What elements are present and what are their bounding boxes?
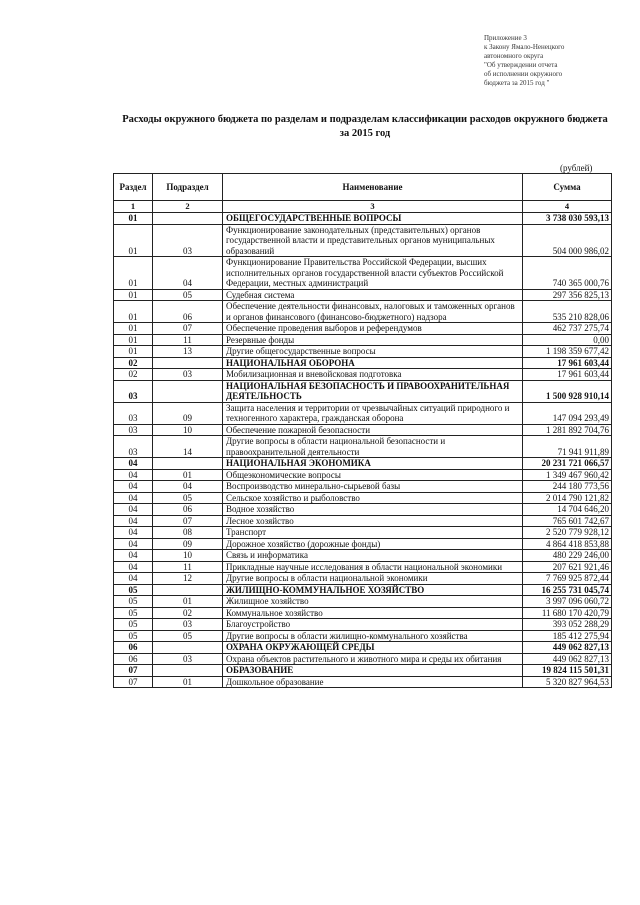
table-row <box>114 481 612 493</box>
table-row <box>114 301 612 323</box>
subsection-code-cell: 10 <box>153 424 223 436</box>
subsection-code-cell: 05 <box>153 289 223 301</box>
section-code-cell: 04 <box>114 458 153 470</box>
amount-cell: 2 520 779 928,12 <box>523 527 612 539</box>
section-code-cell: 01 <box>114 346 153 358</box>
table-row <box>114 436 612 458</box>
section-code-cell: 05 <box>114 630 153 642</box>
amount-cell: 185 412 275,94 <box>523 630 612 642</box>
subsection-code-cell: 04 <box>153 257 223 290</box>
section-code-cell: 04 <box>114 481 153 493</box>
amount-cell: 71 941 911,89 <box>523 436 612 458</box>
table-row <box>114 424 612 436</box>
section-code-cell: 05 <box>114 596 153 608</box>
section-code-cell: 04 <box>114 515 153 527</box>
subsection-code-cell: 11 <box>153 334 223 346</box>
name-cell: Транспорт <box>223 527 523 539</box>
header-number: 4 <box>523 201 612 213</box>
subsection-code-cell: 06 <box>153 301 223 323</box>
section-code-cell: 04 <box>114 504 153 516</box>
section-code-cell: 03 <box>114 380 153 402</box>
table-row <box>114 224 612 257</box>
name-cell: НАЦИОНАЛЬНАЯ ОБОРОНА <box>223 357 523 369</box>
table-row <box>114 334 612 346</box>
amount-cell: 740 365 000,76 <box>523 257 612 290</box>
subsection-code-cell: 03 <box>153 369 223 381</box>
subsection-code-cell: 10 <box>153 550 223 562</box>
table-row <box>114 289 612 301</box>
appendix-line: Приложение 3 <box>484 34 527 42</box>
expenses-table <box>113 173 612 688</box>
name-cell: Лесное хозяйство <box>223 515 523 527</box>
section-row <box>114 380 612 402</box>
name-cell: ЖИЛИЩНО-КОММУНАЛЬНОЕ ХОЗЯЙСТВО <box>223 584 523 596</box>
name-cell: Воспроизводство минерально-сырьевой базы <box>223 481 523 493</box>
section-code-cell: 03 <box>114 424 153 436</box>
section-code-cell: 05 <box>114 619 153 631</box>
amount-cell: 4 864 418 853,88 <box>523 538 612 550</box>
subsection-code-cell: 07 <box>153 515 223 527</box>
table-row <box>114 492 612 504</box>
subsection-code-cell: 02 <box>153 607 223 619</box>
subsection-code-cell: 05 <box>153 630 223 642</box>
table-row <box>114 550 612 562</box>
section-code-cell: 01 <box>114 289 153 301</box>
amount-cell: 5 320 827 964,53 <box>523 676 612 688</box>
header-number: 2 <box>153 201 223 213</box>
table-row <box>114 504 612 516</box>
header-name: Наименование <box>223 174 523 201</box>
amount-cell: 1 198 359 677,42 <box>523 346 612 358</box>
section-code-cell: 04 <box>114 550 153 562</box>
name-cell: Судебная система <box>223 289 523 301</box>
name-cell: НАЦИОНАЛЬНАЯ БЕЗОПАСНОСТЬ И ПРАВООХРАНИТЕЛЬНАЯ ДЕЯТЕЛЬНОСТЬ <box>223 380 523 402</box>
name-cell: Другие вопросы в области национальной экономики <box>223 573 523 585</box>
section-row <box>114 665 612 677</box>
section-code-cell: 04 <box>114 561 153 573</box>
amount-cell: 11 680 170 420,79 <box>523 607 612 619</box>
subsection-code-cell <box>153 458 223 470</box>
subsection-code-cell: 01 <box>153 596 223 608</box>
section-code-cell: 01 <box>114 257 153 290</box>
table-row <box>114 619 612 631</box>
name-cell: Функционирование Правительства Российской Федерации, высших исполнительных органов государственной власти субъектов Российской Федерации, местных администраций <box>223 257 523 290</box>
subsection-code-cell: 11 <box>153 561 223 573</box>
subsection-code-cell: 09 <box>153 538 223 550</box>
table-row <box>114 630 612 642</box>
section-code-cell: 04 <box>114 492 153 504</box>
name-cell: Другие общегосударственные вопросы <box>223 346 523 358</box>
subsection-code-cell: 07 <box>153 323 223 335</box>
table-row <box>114 676 612 688</box>
amount-cell: 462 737 275,74 <box>523 323 612 335</box>
subsection-code-cell: 09 <box>153 402 223 424</box>
section-code-cell: 04 <box>114 573 153 585</box>
name-cell: Охрана объектов растительного и животного мира и среды их обитания <box>223 653 523 665</box>
section-code-cell: 06 <box>114 653 153 665</box>
header-number-row <box>114 201 612 213</box>
amount-cell: 14 704 646,20 <box>523 504 612 516</box>
name-cell: Обеспечение пожарной безопасности <box>223 424 523 436</box>
subsection-code-cell <box>153 584 223 596</box>
name-cell: Общеэкономические вопросы <box>223 469 523 481</box>
subsection-code-cell: 04 <box>153 481 223 493</box>
section-code-cell: 01 <box>114 224 153 257</box>
name-cell: Функционирование законодательных (представительных) органов государственной власти и представительных органов муниципальных образований <box>223 224 523 257</box>
section-code-cell: 01 <box>114 323 153 335</box>
amount-cell: 765 601 742,67 <box>523 515 612 527</box>
table-row <box>114 257 612 290</box>
header-number: 3 <box>223 201 523 213</box>
name-cell: Мобилизационная и вневойсковая подготовка <box>223 369 523 381</box>
units-label: (рублей) <box>560 163 593 173</box>
subsection-code-cell: 13 <box>153 346 223 358</box>
table-row <box>114 653 612 665</box>
subsection-code-cell: 06 <box>153 504 223 516</box>
amount-cell: 504 000 986,02 <box>523 224 612 257</box>
name-cell: Обеспечение проведения выборов и референдумов <box>223 323 523 335</box>
section-code-cell: 02 <box>114 369 153 381</box>
amount-cell: 207 621 921,46 <box>523 561 612 573</box>
title-line-1: Расходы окружного бюджета по разделам и подразделам классификации расходов окружного бюджета <box>122 114 608 125</box>
subsection-code-cell <box>153 213 223 225</box>
section-code-cell: 03 <box>114 436 153 458</box>
section-row <box>114 357 612 369</box>
section-code-cell: 06 <box>114 642 153 654</box>
section-code-cell: 04 <box>114 469 153 481</box>
section-code-cell: 05 <box>114 584 153 596</box>
appendix-line: к Закону Ямало-Ненецкого <box>484 43 565 51</box>
subsection-code-cell: 03 <box>153 619 223 631</box>
header-section: Раздел <box>114 174 153 201</box>
header-number: 1 <box>114 201 153 213</box>
section-code-cell: 01 <box>114 213 153 225</box>
subsection-code-cell: 03 <box>153 224 223 257</box>
amount-cell: 17 961 603,44 <box>523 357 612 369</box>
name-cell: Коммунальное хозяйство <box>223 607 523 619</box>
name-cell: Защита населения и территории от чрезвычайных ситуаций природного и техногенного характера, гражданская оборона <box>223 402 523 424</box>
name-cell: Сельское хозяйство и рыболовство <box>223 492 523 504</box>
subsection-code-cell: 01 <box>153 676 223 688</box>
name-cell: Другие вопросы в области национальной безопасности и правоохранительной деятельности <box>223 436 523 458</box>
subsection-code-cell <box>153 380 223 402</box>
table-row <box>114 346 612 358</box>
amount-cell: 2 014 790 121,82 <box>523 492 612 504</box>
amount-cell: 3 738 030 593,13 <box>523 213 612 225</box>
amount-cell: 535 210 828,06 <box>523 301 612 323</box>
appendix-note <box>484 34 634 88</box>
section-code-cell: 01 <box>114 334 153 346</box>
amount-cell: 0,00 <box>523 334 612 346</box>
subsection-code-cell: 05 <box>153 492 223 504</box>
subsection-code-cell: 14 <box>153 436 223 458</box>
document-title <box>100 113 630 141</box>
amount-cell: 7 769 925 872,44 <box>523 573 612 585</box>
table-row <box>114 538 612 550</box>
section-code-cell: 01 <box>114 301 153 323</box>
appendix-line: "Об утверждении отчета <box>484 61 558 69</box>
amount-cell: 449 062 827,13 <box>523 653 612 665</box>
subsection-code-cell <box>153 357 223 369</box>
amount-cell: 3 997 096 060,72 <box>523 596 612 608</box>
section-row <box>114 213 612 225</box>
table-row <box>114 402 612 424</box>
amount-cell: 1 349 467 960,42 <box>523 469 612 481</box>
name-cell: Резервные фонды <box>223 334 523 346</box>
amount-cell: 20 231 721 066,57 <box>523 458 612 470</box>
name-cell: Дошкольное образование <box>223 676 523 688</box>
name-cell: Дорожное хозяйство (дорожные фонды) <box>223 538 523 550</box>
amount-cell: 1 500 928 910,14 <box>523 380 612 402</box>
name-cell: ОБРАЗОВАНИЕ <box>223 665 523 677</box>
subsection-code-cell: 03 <box>153 653 223 665</box>
name-cell: ОХРАНА ОКРУЖАЮЩЕЙ СРЕДЫ <box>223 642 523 654</box>
name-cell: Прикладные научные исследования в области национальной экономики <box>223 561 523 573</box>
amount-cell: 17 961 603,44 <box>523 369 612 381</box>
subsection-code-cell: 08 <box>153 527 223 539</box>
appendix-line: бюджета за 2015 год " <box>484 79 550 87</box>
amount-cell: 147 094 293,49 <box>523 402 612 424</box>
table-row <box>114 369 612 381</box>
header-row <box>114 174 612 201</box>
amount-cell: 1 281 892 704,76 <box>523 424 612 436</box>
table-row <box>114 469 612 481</box>
section-code-cell: 04 <box>114 527 153 539</box>
amount-cell: 297 356 825,13 <box>523 289 612 301</box>
name-cell: ОБЩЕГОСУДАРСТВЕННЫЕ ВОПРОСЫ <box>223 213 523 225</box>
section-code-cell: 05 <box>114 607 153 619</box>
section-code-cell: 07 <box>114 665 153 677</box>
amount-cell: 16 255 731 045,74 <box>523 584 612 596</box>
name-cell: НАЦИОНАЛЬНАЯ ЭКОНОМИКА <box>223 458 523 470</box>
subsection-code-cell <box>153 642 223 654</box>
appendix-line: об исполнении окружного <box>484 70 563 78</box>
table-row <box>114 607 612 619</box>
name-cell: Жилищное хозяйство <box>223 596 523 608</box>
section-row <box>114 584 612 596</box>
table-body <box>114 213 612 688</box>
section-row <box>114 642 612 654</box>
table-row <box>114 323 612 335</box>
name-cell: Благоустройство <box>223 619 523 631</box>
table-row <box>114 527 612 539</box>
amount-cell: 480 229 246,00 <box>523 550 612 562</box>
amount-cell: 19 824 115 501,31 <box>523 665 612 677</box>
table-row <box>114 573 612 585</box>
subsection-code-cell <box>153 665 223 677</box>
name-cell: Связь и информатика <box>223 550 523 562</box>
name-cell: Другие вопросы в области жилищно-коммунального хозяйства <box>223 630 523 642</box>
section-code-cell: 02 <box>114 357 153 369</box>
section-code-cell: 07 <box>114 676 153 688</box>
table-row <box>114 515 612 527</box>
section-code-cell: 04 <box>114 538 153 550</box>
title-line-2: за 2015 год <box>339 128 391 139</box>
table-row <box>114 596 612 608</box>
section-row <box>114 458 612 470</box>
name-cell: Водное хозяйство <box>223 504 523 516</box>
subsection-code-cell: 01 <box>153 469 223 481</box>
header-subsection: Подраздел <box>153 174 223 201</box>
amount-cell: 449 062 827,13 <box>523 642 612 654</box>
section-code-cell: 03 <box>114 402 153 424</box>
amount-cell: 393 052 288,29 <box>523 619 612 631</box>
table-row <box>114 561 612 573</box>
subsection-code-cell: 12 <box>153 573 223 585</box>
header-amount: Сумма <box>523 174 612 201</box>
name-cell: Обеспечение деятельности финансовых, налоговых и таможенных органов и органов финансового (финансово-бюджетного) надзора <box>223 301 523 323</box>
amount-cell: 244 180 773,56 <box>523 481 612 493</box>
appendix-line: автономного округа <box>484 52 544 60</box>
